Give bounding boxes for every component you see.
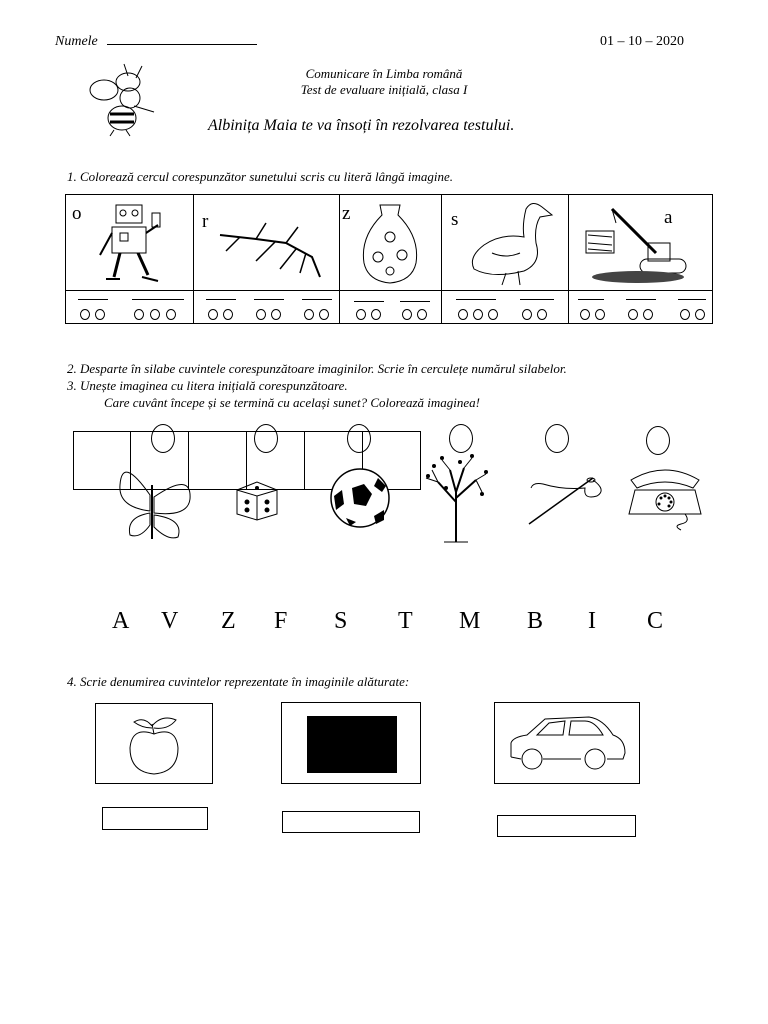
task2-instruction: 2. Desparte în silabe cuvintele corespunzătoare imaginilor. Scrie în cerculețe numărul silabelor. xyxy=(67,361,567,376)
name-line xyxy=(55,34,257,50)
syllable-count-circle[interactable] xyxy=(449,424,473,453)
letter-M: M xyxy=(459,608,481,634)
letter-B: B xyxy=(527,608,544,634)
letter-s: s xyxy=(451,209,459,230)
crane-icon xyxy=(582,203,692,287)
telephone-icon xyxy=(625,462,707,532)
car-icon xyxy=(507,713,629,773)
robot-icon xyxy=(92,199,172,285)
picture-frame-car xyxy=(494,702,640,784)
answer-box-square[interactable] xyxy=(282,811,420,833)
intro-text: Albinița Maia te va însoți în rezolvarea testului. xyxy=(208,117,515,134)
needle-icon xyxy=(523,470,607,530)
soccer-ball-icon xyxy=(328,466,392,530)
task4-instruction: 4. Scrie denumirea cuvintelor reprezentate în imaginile alăturate: xyxy=(67,674,410,689)
letter-o: o xyxy=(72,203,82,224)
letter-C: C xyxy=(647,608,664,634)
goose-icon xyxy=(462,197,554,289)
letter-T: T xyxy=(398,608,413,634)
black-square-icon xyxy=(307,716,397,773)
letter-r: r xyxy=(202,211,209,232)
letter-S: S xyxy=(334,608,348,634)
dice-icon xyxy=(233,478,281,522)
letter-F: F xyxy=(274,608,288,634)
date-text: 01 – 10 – 2020 xyxy=(600,34,684,49)
letter-A: A xyxy=(112,608,130,634)
letter-V: V xyxy=(161,608,179,634)
letter-Z: Z xyxy=(221,608,236,634)
picture-frame-apple xyxy=(95,703,213,784)
syllable-count-circle[interactable] xyxy=(545,424,569,453)
syllable-count-circle[interactable] xyxy=(254,424,278,453)
subject-title: Comunicare în Limba română xyxy=(305,66,463,81)
apple-icon xyxy=(122,712,186,776)
name-label: Numele xyxy=(55,34,98,49)
task1-instruction: 1. Colorează cercul corespunzător sunetului scris cu literă lângă imagine. xyxy=(67,169,453,184)
letter-I: I xyxy=(588,608,596,634)
answer-box-car[interactable] xyxy=(497,815,636,837)
letter-a: a xyxy=(664,207,673,228)
task3-instruction: 3. Unește imaginea cu litera inițială corespunzătoare. xyxy=(67,378,348,393)
letter-z: z xyxy=(342,203,351,224)
syllable-count-circle[interactable] xyxy=(347,424,371,453)
vase-icon xyxy=(358,201,422,287)
test-title: Test de evaluare inițială, clasa I xyxy=(300,82,468,97)
butterfly-icon xyxy=(112,455,194,543)
answer-box-apple[interactable] xyxy=(102,807,208,830)
tree-icon xyxy=(420,452,492,544)
picture-frame-square xyxy=(281,702,421,784)
syllable-count-circle[interactable] xyxy=(151,424,175,453)
task3-question: Care cuvânt începe și se termină cu același sunet? Colorează imaginea! xyxy=(104,395,480,410)
syllable-count-circle[interactable] xyxy=(646,426,670,455)
branch-icon xyxy=(216,213,326,283)
task1-table xyxy=(65,194,713,324)
